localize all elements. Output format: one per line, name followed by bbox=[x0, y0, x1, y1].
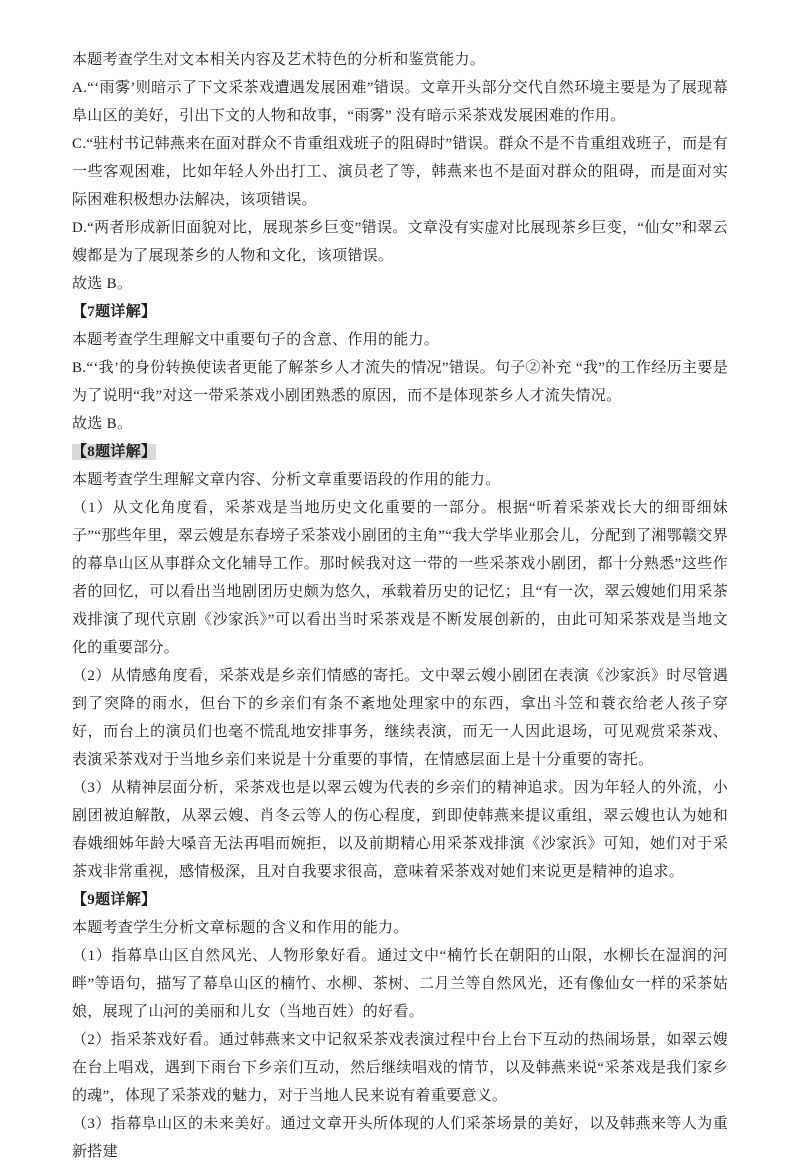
heading-q7: 【7题详解】 bbox=[72, 304, 157, 320]
answer-q7: 故选 B。 bbox=[72, 416, 133, 432]
answer-q6: 故选 B。 bbox=[72, 276, 133, 292]
q8-point-spirit: （3）从精神层面分析，采茶戏也是以翠云嫂为代表的乡亲们的精神追求。因为年轻人的外流，小剧团被迫解散，从翠云嫂、肖冬云等人的伤心程度，到即使韩燕来提议重组，翠云嫂也认为她和春娥细姊年龄大嗓音无法再唱而婉拒，以及前期精心用采茶戏排演《沙家浜》可知，她们对于采茶戏非常重视，感情极深，且对自我要求很高，意味着采茶戏对她们来说更是精神的追求。 bbox=[72, 780, 728, 880]
q8-point-culture: （1）从文化角度看，采茶戏是当地历史文化重要的一部分。根据“听着采茶戏长大的细哥细妹子”“那些年里，翠云嫂是东春塝子采茶戏小剧团的主角”“我大学毕业那会儿，分配到了湘鄂赣交界的幕阜山区从事群众文化辅导工作。那时候我对这一带的一些采茶戏小剧团，都十分熟悉”这些作者的回忆，可以看出当地剧团历史颇为悠久，承载着历史的记忆；且“有一次，翠云嫂她们用采茶戏排演了现代京剧《沙家浜》”可以看出当时采茶戏是不断发展创新的，由此可知采茶戏是当地文化的重要部分。 bbox=[72, 500, 728, 656]
option-c-analysis: C.“驻村书记韩燕来在面对群众不肯重组戏班子的阻碍时”错误。群众不是不肯重组戏班子，而是有一些客观困难，比如年轻人外出打工、演员老了等，韩燕来也不是面对群众的阻碍，而是面对实际困难积极想办法解决，该项错误。 bbox=[72, 136, 728, 208]
q9-point-scenery: （1）指幕阜山区自然风光、人物形象好看。通过文中“楠竹长在朝阳的山限，水柳长在湿润的河畔”等语句，描写了幕阜山区的楠竹、水柳、茶树、二月兰等自然风光，还有像仙女一样的采茶姑娘，展现了山河的美丽和儿女（当地百姓）的好看。 bbox=[72, 948, 728, 1020]
q8-point-emotion: （2）从情感角度看，采茶戏是乡亲们情感的寄托。文中翠云嫂小剧团在表演《沙家浜》时尽管遇到了突降的雨水，但台下的乡亲们有条不紊地处理家中的东西，拿出斗笠和蓑衣给老人孩子穿好，而台上的演员们也毫不慌乱地安排事务，继续表演，而无一人因此退场，可见观赏采茶戏、表演采茶戏对于当地乡亲们来说是十分重要的事情，在情感层面上是十分重要的寄托。 bbox=[72, 668, 728, 768]
ability-statement-q6: 本题考查学生对文本相关内容及艺术特色的分析和鉴赏能力。 bbox=[72, 52, 486, 68]
heading-q8 bbox=[72, 438, 728, 466]
ability-statement-q9: 本题考查学生分析文章标题的含义和作用的能力。 bbox=[72, 920, 409, 936]
option-a-analysis: A.“‘雨雾’则暗示了下文采茶戏遭遇发展困难”错误。文章开头部分交代自然环境主要是为了展现幕阜山区的美好，引出下文的人物和故事，“雨雾” 没有暗示采茶戏发展困难的作用。 bbox=[72, 80, 728, 124]
heading-q9: 【9题详解】 bbox=[72, 892, 157, 908]
ability-statement-q8: 本题考查学生理解文章内容、分析文章重要语段的作用的能力。 bbox=[72, 472, 501, 488]
q9-point-opera: （2）指采茶戏好看。通过韩燕来文中记叙采茶戏表演过程中台上台下互动的热闹场景，如翠云嫂在台上唱戏，遇到下雨台下乡亲们互动，然后继续唱戏的情节，以及韩燕来说“采茶戏是我们家乡的魂”，体现了采茶戏的魅力，对于当地人民来说有着重要意义。 bbox=[72, 1032, 728, 1104]
option-b-analysis: B.“‘我’的身份转换使读者更能了解茶乡人才流失的情况”错误。句子②补充 “我”的工作经历主要是为了说明“我”对这一带采茶戏小剧团熟悉的原因，而不是体现茶乡人才流失情况。 bbox=[72, 360, 728, 404]
ability-statement-q7: 本题考查学生理解文中重要句子的含意、作用的能力。 bbox=[72, 332, 440, 348]
option-d-analysis: D.“两者形成新旧面貌对比，展现茶乡巨变”错误。文章没有实虚对比展现茶乡巨变，“仙女”和翠云嫂都是为了展现茶乡的人物和文化，该项错误。 bbox=[72, 220, 728, 264]
heading-q8-text: 【8题详解】 bbox=[72, 444, 157, 460]
q9-point-future: （3）指幕阜山区的未来美好。通过文章开头所体现的人们采茶场景的美好，以及韩燕来等人为重新搭建 bbox=[72, 1116, 728, 1160]
